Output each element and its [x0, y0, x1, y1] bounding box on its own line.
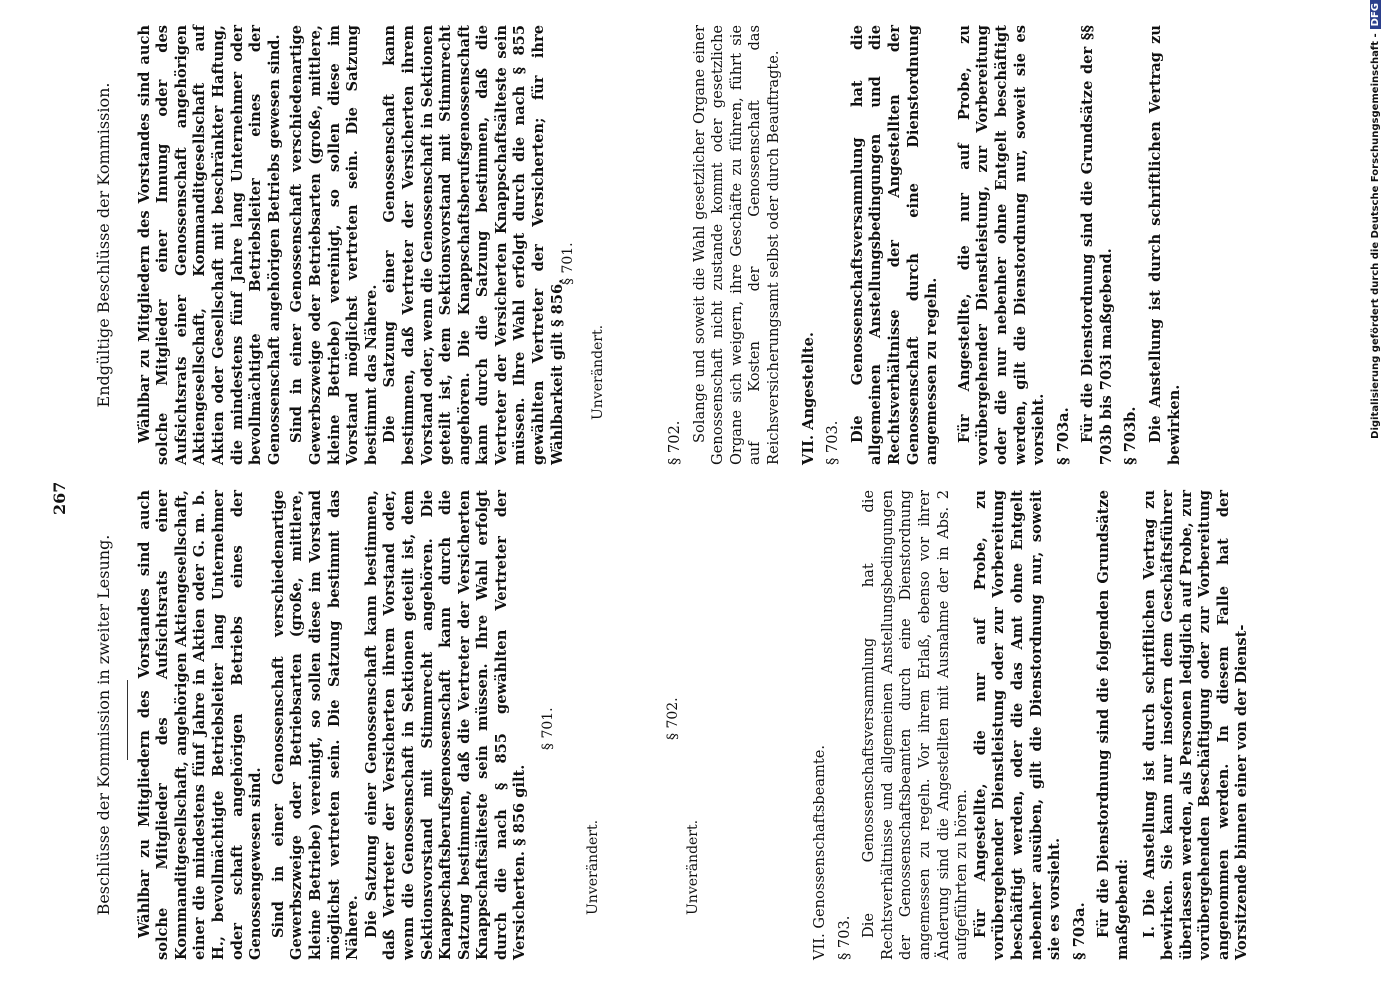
- left-paragraph-2: Sind in einer Genossenschaft verschiedenartige Gewerbszweige oder Betriebsarten (große, mittlere, kleine Betriebe) vereinigt, so sollen diese im Vorstand möglichst vertreten sein. Die Satzung bestimmt das Nähere.: [269, 490, 362, 960]
- right-column-lower: [660, 25, 1184, 465]
- right-paragraph-3: Die Satzung einer Genossenschaft kann bestimmen, daß Vertreter der Versicherten ihrem Vorstand oder, wenn die Genossenschaft in Sektionen geteilt ist, dem Sektionsvorstand mit Stimmrecht angehören. Die Knappschaftsberufsgenossenschaft kann durch die Satzung bestimmen, daß die Vertreter der Versicherten Knappschaftsälteste sein müssen. Ihre Wahl erfolgt durch die nach § 855 gewählten Vertreter der Versicherten; für ihre Wählbarkeit gilt § 856.: [381, 25, 566, 465]
- right-section-702: § 702.: [666, 420, 683, 465]
- right-paragraph-7: Für die Dienstordnung sind die Grundsätze der §§ 703b bis 703i maßgebend.: [1079, 25, 1115, 465]
- left-unchanged-701: Unverändert.: [585, 819, 601, 915]
- left-column-heading: Beschlüsse der Kommission in zweiter Lesung.: [94, 534, 113, 916]
- left-paragraph-5: Für Angestellte, die nur auf Probe, zu vorübergehender Dienstleistung oder zur Vorbereitung beschäftigt werden, oder die das Amt ohne Entgelt nebenher ausüben, gilt die Dienstordnung nur, soweit sie es vorsieht.: [971, 490, 1064, 960]
- heading-rule: [127, 680, 128, 760]
- left-paragraph-4: Die Genossenschaftsversammlung hat die Rechtsverhältnisse und allgemeinen Anstellungsbedingungen der Genossenschaftsbeamten durch eine Dienstordnung angemessen zu regeln. Vor ihrem Erlaß, ebenso vor ihrer Änderung sind die Angestellten mit Ausnahme der in Abs. 2 aufgeführten zu hören.: [860, 490, 971, 960]
- left-paragraph-6: Für die Dienstordnung sind die folgenden Grundsätze maßgebend:: [1095, 490, 1131, 960]
- left-chapter-heading: VII. Genossenschaftsbeamte.: [811, 744, 828, 960]
- left-column-lower: [805, 490, 1252, 960]
- right-paragraph-2: Sind in einer Genossenschaft verschiedenartige Gewerbszweige oder Betriebsarten (große, mittlere, kleine Betriebe) vereinigt, so sollen diese im Vorstand möglichst vertreten sein. Die Satzung bestimmt das Nähere.: [288, 25, 380, 465]
- right-section-703b: § 703b.: [1122, 406, 1140, 465]
- right-section-703: § 703.: [824, 420, 842, 465]
- dfg-logo: DFG: [1370, 0, 1381, 29]
- left-paragraph-3: Die Satzung einer Genossenschaft kann bestimmen, daß Vertreter der Versicherten ihrem Vorstand oder, wenn die Genossenschaft in Sektionen geteilt ist, dem Sektionsvorstand mit Stimmrecht angehören. Die Knappschaftsberufsgenossenschaft kann durch die Satzung bestimmen, daß die Vertreter der Versicherten Knappschaftsälteste sein müssen. Ihre Wahl erfolgt durch die nach § 855 gewählten Vertreter der Versicherten. § 856 gilt.: [362, 490, 529, 960]
- page-number: 267: [50, 481, 69, 515]
- left-section-701: § 701.: [540, 707, 556, 750]
- left-column: [95, 490, 530, 960]
- digitization-credit: [1370, 0, 1383, 1000]
- right-section-701: § 701.: [560, 242, 576, 285]
- right-paragraph-8: Die Anstellung ist durch schriftlichen Vertrag zu bewirken.: [1147, 25, 1183, 465]
- left-section-702: § 702.: [665, 697, 681, 740]
- right-chapter-heading: VII. Angestellte.: [799, 332, 817, 465]
- left-paragraph-7: I. Die Anstellung ist durch schriftlichen Vertrag zu bewirken. Sie kann nur insofern dem Geschäftsführer überlassen werden, als Personen lediglich auf Probe, zur vorübergehenden Beschäftigung oder zur Vorbereitung angenommen werden. In diesem Falle hat der Vorsitzende binnen einer von der Dienst-: [1140, 490, 1251, 960]
- left-paragraph-1: Wählbar zu Mitgliedern des Vorstandes sind auch solche Mitglieder des Aufsichtsrats einer Kommanditgesellschaft, angehörigen Aktiengesellschaft, einer die mindestens fünf Jahre in Aktien oder G. m. b. H., bevollmächtigte Betriebsleiter lang Unternehmer oder schaft angehörigen Betriebs eines der Genossengewesen sind.: [135, 490, 265, 960]
- right-unchanged-701: Unverändert.: [590, 324, 606, 420]
- left-unchanged-702: Unverändert.: [685, 819, 701, 915]
- right-section-703a: § 703a.: [1054, 407, 1072, 465]
- left-section-703: § 703.: [835, 915, 853, 960]
- right-column-heading: Endgültige Beschlüsse der Kommission.: [94, 82, 113, 408]
- right-column: [95, 25, 567, 465]
- left-section-703a: § 703a.: [1070, 902, 1088, 960]
- right-paragraph-1: Wählbar zu Mitgliedern des Vorstandes sind auch solche Mitglieder einer Innung oder des Aufsichtsrats einer Genossenschaft angehörigen Aktiengesellschaft, Kommanditgesellschaft auf Aktien oder Gesellschaft mit beschränkter Haftung, die mindestens fünf Jahre lang Unternehmer oder bevollmächtigte Betriebsleiter eines der Genossenschaft angehörigen Betriebs gewesen sind.: [135, 25, 283, 465]
- right-paragraph-5: Die Genossenschaftsversammlung hat die allgemeinen Anstellungsbedingungen und die Rechtsverhältnisse der Angestellten der Genossenschaft durch eine Dienstordnung angemessen zu regeln.: [848, 25, 941, 465]
- digitization-text: Digitalisierung gefördert durch die Deutsche Forschungsgemeinschaft -: [1370, 33, 1381, 439]
- right-paragraph-4: Solange und soweit die Wahl gesetzlicher Organe einer Genossenschaft nicht zustande kommt oder gesetzliche Organe sich weigern, ihre Geschäfte zu führen, führt sie auf Kosten der Genossenschaft das Reichsversicherungsamt selbst oder durch Beauftragte.: [690, 25, 782, 465]
- right-paragraph-6: Für Angestellte, die nur auf Probe, zu vorübergehender Dienstleistung, zur Vorbereitung oder die nur nebenher ohne Entgelt beschäftigt werden, gilt die Dienstordnung nur, soweit sie es vorsieht.: [955, 25, 1048, 465]
